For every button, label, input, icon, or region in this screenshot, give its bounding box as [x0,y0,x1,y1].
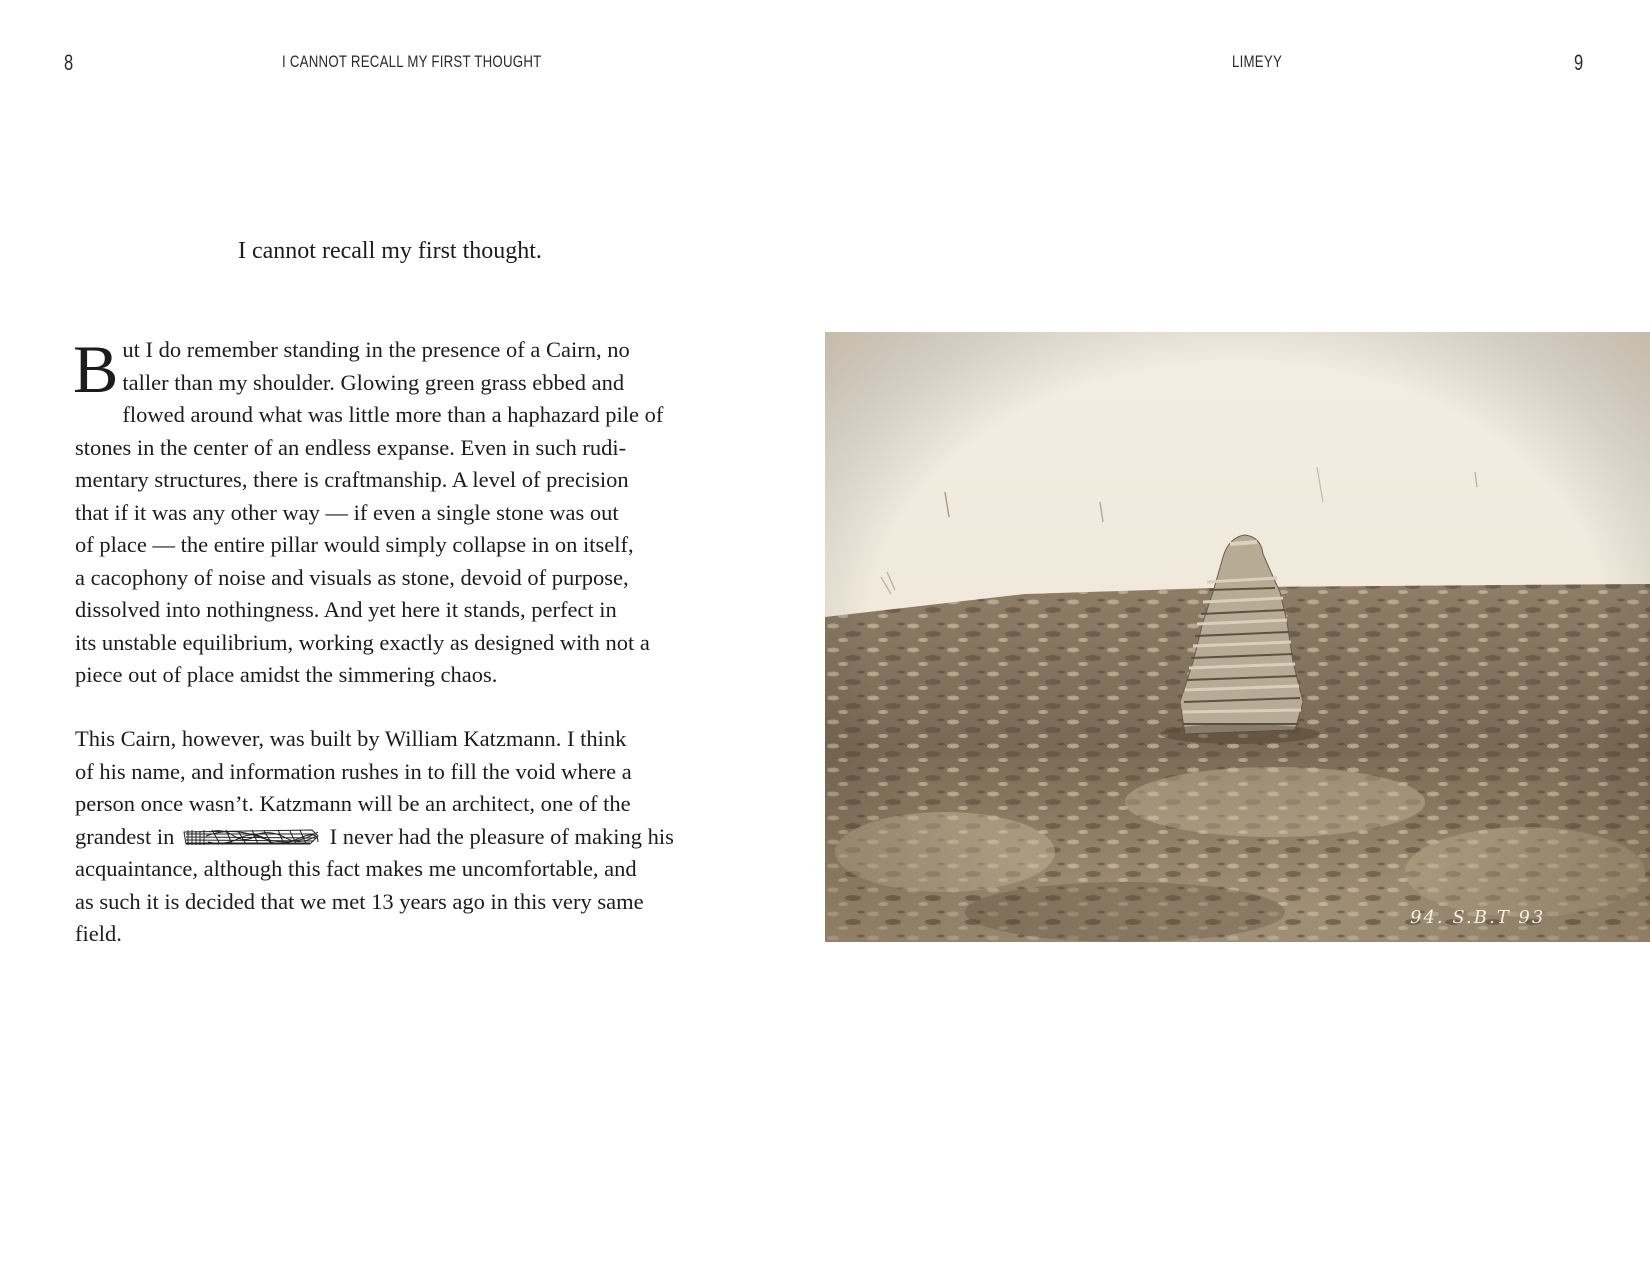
text-line: of his name, and information rushes in to fill the void where a [75,758,632,784]
text-line: that if it was any other way — if even a single stone was out [75,499,619,525]
text-line: field. [75,921,122,946]
text-line: of place — the entire pillar would simply collapse in on itself, [75,532,634,557]
text-line: person once wasn’t. Katzmann will be an architect, one of the [75,791,631,816]
chapter-title: I cannot recall my first thought. [238,238,542,264]
paragraph-2 [75,723,715,951]
text-line: taller than my shoulder. Glowing green grass ebbed and [122,369,625,395]
text-line: stones in the center of an endless expanse. Even in such rudi- [75,434,627,460]
text-line: its unstable equilibrium, working exactly as designed with not a [75,629,650,655]
text-line: mentary structures, there is craftmanship. A level of precision [75,467,629,492]
text-line: dissolved into nothingness. And yet here it stands, perfect in [75,597,617,622]
paragraph-1 [73,331,715,692]
text-line: as such it is decided that we met 13 years ago in this very same [75,888,644,914]
text-line: acquaintance, although this fact makes me uncomfortable, and [75,856,637,881]
text-line: piece out of place amidst the simmering chaos. [75,662,498,687]
text-line: ut I do remember standing in the presence of a Cairn, no [122,337,630,362]
photo-caption: 94. S.B.T 93 [1410,907,1546,928]
redacted-word-scribble [182,826,320,848]
text-line-with-redaction [75,821,715,854]
right-running-title: LIMEYY [1232,52,1283,71]
left-page-number: 8 [64,50,74,75]
cairn-photograph [825,332,1650,942]
text-fragment: I never had the pleasure of making his [329,823,674,849]
text-line: flowed around what was little more than a haphazard pile of [122,402,664,427]
text-line: This Cairn, however, was built by William Katzmann. I think [75,726,627,751]
right-page-number: 9 [1574,50,1584,75]
text-fragment: grandest in [75,823,175,849]
drop-cap: B [73,331,119,407]
left-running-title: I CANNOT RECALL MY FIRST THOUGHT [282,52,542,71]
text-line: a cacophony of noise and visuals as stone, devoid of purpose, [75,564,629,590]
